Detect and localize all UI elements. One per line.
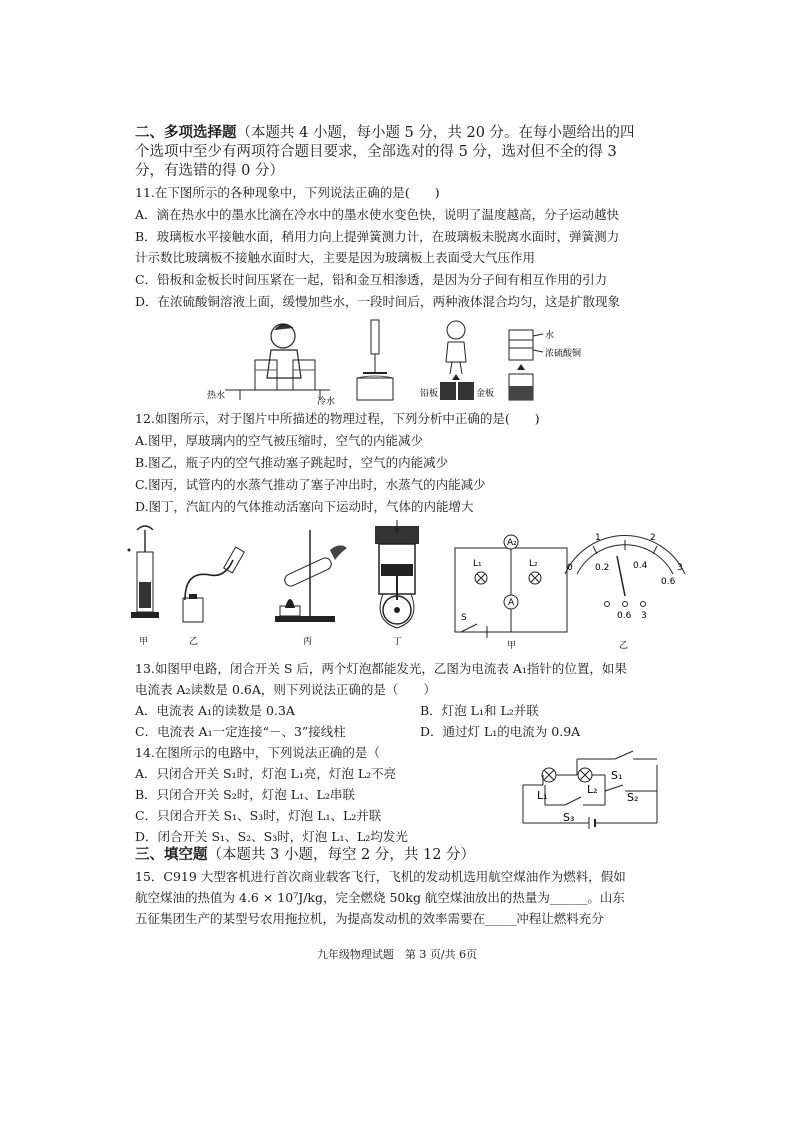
q13-dial-label-1: 1 [595, 533, 601, 543]
q13-option-a: A．电流表 A₁的读数是 0.3A [135, 703, 295, 718]
q14-option-a: A．只闭合开关 S₁时，灯泡 L₁亮，灯泡 L₂不亮 [135, 766, 397, 781]
q13-option-c: C．电流表 A₁一定连接“－、3”接线柱 [135, 724, 346, 739]
q13-circuit-jia [455, 535, 567, 638]
q13-caption-jia: 甲 [507, 641, 517, 651]
q15-line2: 航空煤油的热值为 4.6 × 10⁷J/kg，完全燃烧 50kg 航空煤油放出的热量为______。山东 [135, 890, 625, 905]
q14-label-l2: L₂ [587, 783, 598, 796]
q11-figure-diffusion [505, 328, 615, 404]
q12-figure-ding [375, 520, 419, 628]
section2-desc-line2: 个选项中至少有两项符合题目要求，全部选对的得 5 分，选对但不全的得 3 [135, 144, 617, 160]
q11-option-b-line1: B．玻璃板水平接触水面，稍用力向上提弹簧测力计，在玻璃板未脱离水面时，弹簧测力 [135, 229, 620, 244]
q14-label-s2: S₂ [627, 791, 639, 804]
q13-dial-label-0-4: 0.4 [633, 561, 648, 571]
q14-stem: 14.在图所示的电路中，下列说法正确的是（ [135, 745, 380, 760]
q11-label-water: 水 [545, 331, 555, 341]
q12-caption-bing: 丙 [303, 637, 313, 647]
q12-option-d: D.图丁，汽缸内的气体推动活塞向下运动时，气体的内能增大 [135, 499, 474, 514]
section2-desc-line3: 分，有选错的得 0 分） [135, 163, 284, 179]
q11-label-cold-water: 冷水 [317, 397, 336, 407]
q13-dial-label-3: 3 [677, 563, 683, 573]
q11-option-a: A．滴在热水中的墨水比滴在冷水中的墨水使水变色快，说明了温度越高，分子运动越快 [135, 207, 620, 222]
section3-desc: （本题共 3 小题，每空 2 分，共 12 分） [207, 847, 476, 863]
q14-label-s3: S₃ [563, 811, 575, 824]
q15-line3: 五征集团生产的某型号农用拖拉机，为提高发动机的效率需要在_____冲程让燃料充分 [135, 911, 604, 926]
q15-line1: 15．C919 大型客机进行首次商业载客飞行，飞机的发动机选用航空煤油作为燃料，假如 [135, 869, 626, 884]
q12-figure-row [125, 520, 685, 651]
q11-stem: 11.在下图所示的各种现象中，下列说法正确的是( ) [135, 185, 440, 200]
q14-option-b: B．只闭合开关 S₂时，灯泡 L₁、L₂串联 [135, 787, 355, 802]
q11-option-b-line2: 计示数比玻璃板不接触水面时大，主要是因为玻璃板上表面受大气压作用 [135, 250, 536, 265]
q12-caption-jia: 甲 [139, 637, 149, 647]
section2-desc-line1: （本题共 4 小题，每小题 5 分，共 20 分。在每小题给出的四 [236, 125, 635, 141]
q13-label-a2: A₂ [507, 538, 517, 548]
q11-option-d: D．在浓硫酸铜溶液上面，缓慢加些水，一段时间后，两种液体混合均匀，这是扩散现象 [135, 294, 621, 309]
q12-caption-yi: 乙 [189, 637, 199, 647]
section2-title: 二、多项选择题 [135, 124, 237, 141]
q12-figure-bing [275, 530, 347, 622]
q13-caption-yi: 乙 [619, 641, 629, 651]
q13-dial-label-0-2: 0.2 [595, 563, 610, 573]
section3-header [135, 846, 675, 864]
q13-stem-line2: 电流表 A₂读数是 0.6A，则下列说法正确的是（ ） [135, 682, 436, 697]
q13-option-d: D．通过灯 L₁的电流为 0.9A [420, 724, 581, 739]
q14-circuit [515, 745, 665, 835]
q13-label-l2: L₂ [529, 559, 538, 569]
q14-option-d: D．闭合开关 S₁、S₂、S₃时，灯泡 L₁、L₂均发光 [135, 829, 408, 844]
section3-title: 三、填空题 [135, 846, 208, 863]
q13-ammeter-dial [565, 533, 685, 621]
q13-terminal-label-3: 3 [641, 611, 647, 621]
section2-header [135, 124, 675, 142]
q11-label-copper-sulfate: 浓硫酸铜 [545, 349, 582, 359]
q12-figure-jia [128, 526, 160, 618]
q13-label-a: A [508, 598, 515, 608]
q11-label-lead: 铅板 [420, 389, 439, 399]
q14-label-l1: L₁ [537, 789, 548, 802]
page-footer: 九年级物理试题 第 3 页/共 6页 [316, 948, 478, 961]
q11-figure-ink [205, 318, 336, 407]
q12-figure-yi [183, 547, 244, 622]
q13-label-s: S [461, 613, 467, 623]
q13-option-b: B．灯泡 L₁和 L₂并联 [420, 703, 539, 718]
q11-label-gold: 金板 [476, 389, 495, 399]
q12-option-b: B.图乙，瓶子内的空气推动塞子跳起时，空气的内能减少 [135, 455, 449, 470]
q11-option-c: C．铅板和金板长时间压紧在一起，铅和金互相渗透，是因为分子间有相互作用的引力 [135, 272, 608, 287]
q11-figure-lead-gold [420, 318, 500, 404]
q11-label-hot-water: 热水 [207, 391, 226, 401]
q13-stem-line1: 13.如图甲电路，闭合开关 S 后，两个灯泡都能发光，乙图为电流表 A₁指针的位置，如果 [135, 661, 627, 676]
q13-dial-label-2: 2 [650, 533, 656, 543]
q14-label-s1: S₁ [611, 769, 623, 782]
q14-option-c: C．只闭合开关 S₁、S₃时，灯泡 L₁、L₂并联 [135, 808, 382, 823]
q12-stem: 12.如图所示，对于图片中所描述的物理过程，下列分析中正确的是( ) [135, 411, 540, 426]
q12-option-a: A.图甲，厚玻璃内的空气被压缩时，空气的内能减少 [135, 433, 424, 448]
q12-option-c: C.图丙，试管内的水蒸气推动了塞子冲出时，水蒸气的内能减少 [135, 477, 486, 492]
q13-terminal-label-0-6: 0.6 [617, 611, 632, 621]
q12-caption-ding: 丁 [393, 637, 403, 647]
q11-figure-spring-scale [355, 318, 395, 404]
q13-dial-label-0: 0 [567, 563, 573, 573]
q13-label-l1: L₁ [473, 559, 482, 569]
q13-dial-label-0-6: 0.6 [661, 577, 676, 587]
